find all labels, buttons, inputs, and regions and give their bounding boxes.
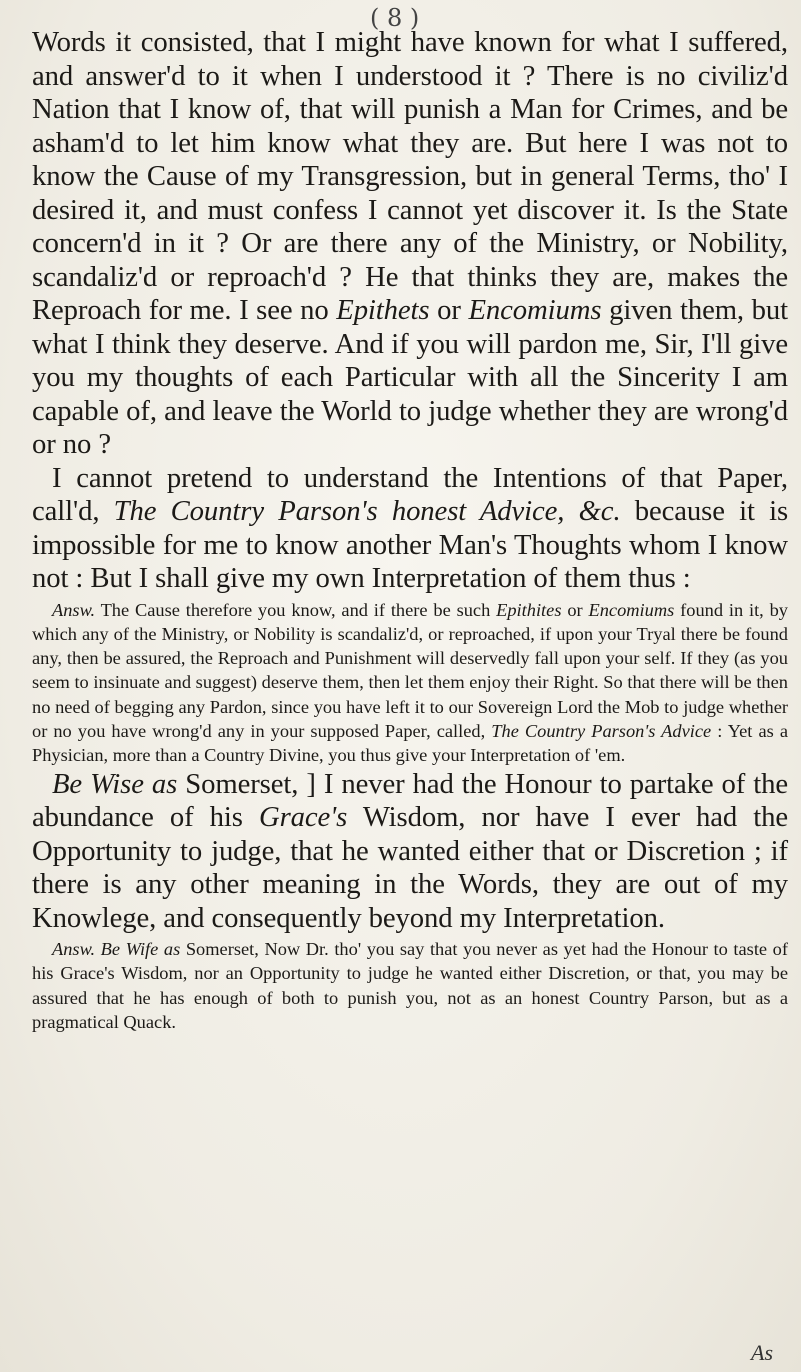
italic-epithets: Epithets [336, 294, 430, 326]
note-1-italic-3: The Country Parson's Advice [491, 720, 712, 741]
catchword: As [751, 1340, 773, 1365]
note-1-text [32, 598, 788, 768]
page-number: ( 8 ) [370, 4, 420, 32]
answer-note-1 [32, 598, 788, 768]
paragraph-1 [32, 26, 788, 462]
paragraph-1-text: Words it consisted, that I might have known for what I suffered, and answer'd to it when I understood it ? There is no civiliz'd Nation that I know of, that will punish a Man for Crimes, and be asham'd to let him know what they are. But here I was not to know the Cause of my Transgression, but in general Terms, tho' I desired it, and must confess I cannot yet discover it. Is the State concern'd in it ? Or are there any of the Ministry, or Nobility, scandaliz'd or reproach'd ? He that thinks they are, makes the Reproach for me. I see no [32, 26, 788, 326]
note-1-c: found in it, by which any of the Ministry, or Nobility is scandaliz'd, or reproached, if upon your Tryal there be found any, then be assured, the Reproach and Punishment will deservedly fall upon your self. If they (as you seem to insinuate and suggest) deserve them, then let them enjoy their Right. So that there will be then no need of begging any Pardon, since you have left it to our Sovereign Lord the Mob to judge whether or no you have wrong'd any in your supposed Paper, called, [32, 599, 788, 741]
note-1-b: or [567, 599, 583, 620]
paragraph-2 [32, 462, 788, 596]
note-1-a: The Cause therefore you know, and if there be such [100, 599, 491, 620]
paragraph-1-mid: or [437, 294, 461, 326]
italic-encomiums: Encomiums [468, 294, 602, 326]
note-1-italic-1: Epithites [496, 599, 562, 620]
note-2-text [32, 937, 788, 1034]
paragraph-2-end: because it is impossible for me to know another Man's Thoughts whom I know not : But I shall give my own Interpretation of them thus : [32, 495, 789, 594]
paragraph-3-start: Somerset, ] I never had the Honour to partake of the abundance of his [32, 767, 788, 834]
italic-graces: Grace's [258, 801, 348, 834]
body-text [32, 26, 788, 1034]
note-1-label: Answ. [52, 599, 96, 620]
paragraph-2-start: I cannot pretend to understand the Intentions of that Paper, call'd, [32, 461, 788, 527]
answer-note-2 [32, 937, 788, 1034]
note-1-d: : Yet as a Physician, more than a Country Divine, you thus give your Interpretation of 'em. [32, 720, 788, 766]
italic-title-reference: The Country Parson's honest Advice, &c. [113, 495, 621, 527]
paragraph-1-end: given them, but what I think they deserve. And if you will pardon me, Sir, I'll give you my thoughts of each Particular with all the Sincerity I am capable of, and leave the World to judge whether they are wrong'd or no ? [32, 294, 788, 460]
note-2-italic-1: Be Wife as [100, 939, 181, 960]
paragraph-3 [32, 768, 788, 936]
note-1-italic-2: Encomiums [588, 599, 675, 620]
note-2-a: Somerset, Now Dr. tho' you say that you never as yet had the Honour to taste of his Grace's Wisdom, nor an Opportunity to judge he wanted either Discretion, or that, you may be assured that he has enough of both to punish you, not as an honest Country Parson, but as a pragmatical Quack. [32, 939, 788, 1032]
note-2-label: Answ. [52, 939, 96, 960]
paragraph-3-end: Wisdom, nor have I ever had the Opportunity to judge, that he wanted either that or Discretion ; if there is any other meaning in the Words, they are out of my Knowlege, and consequently beyond my Interpretation. [32, 801, 788, 934]
paragraph-3-italic: Be Wise as [52, 767, 178, 800]
